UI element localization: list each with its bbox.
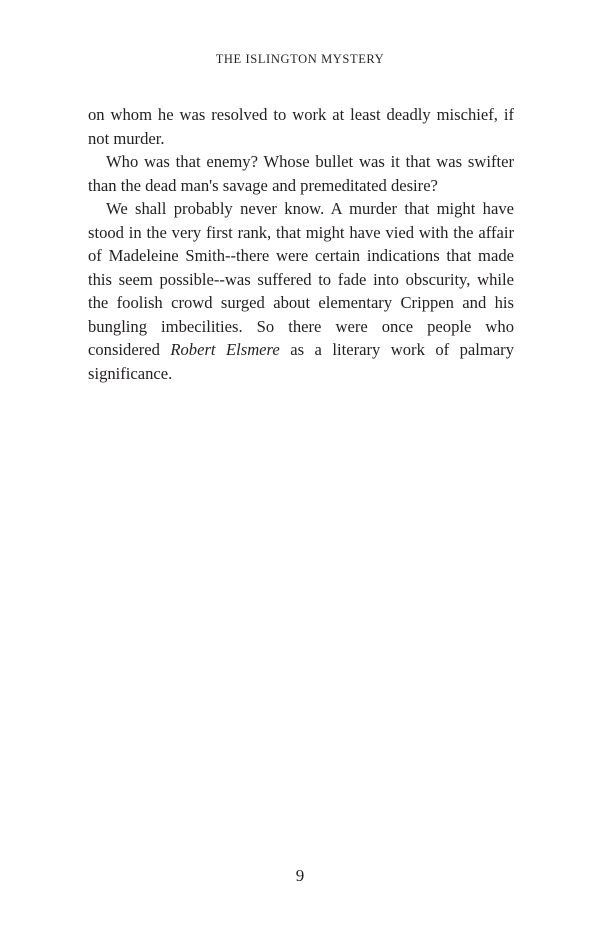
running-head: THE ISLINGTON MYSTERY (215, 52, 385, 66)
paragraph-enemy-question: Who was that enemy? Whose bullet was it that was swifter than the dead man's savage and premeditated desire? (88, 152, 514, 195)
body-text (88, 103, 514, 385)
paragraph-continuation: on whom he was resolved to work at least deadly mischief, if not murder. (88, 105, 514, 148)
paragraph-never-know (88, 197, 514, 385)
page-number: 9 (295, 866, 305, 885)
paragraph-text-after-title: as a literary work of palmary significance. (88, 340, 515, 383)
italic-book-title: Robert Elsmere (170, 340, 280, 359)
paragraph-text-before-title: We shall probably never know. A murder that might have stood in the very first rank, that might have vied with the affair of Madeleine Smith--there were certain indications that made this seem possible--was suffered to fade into obscurity, while the foolish crowd surged about elementary Crippen and his bungling imbecilities. So there were once people who considered (88, 199, 514, 359)
